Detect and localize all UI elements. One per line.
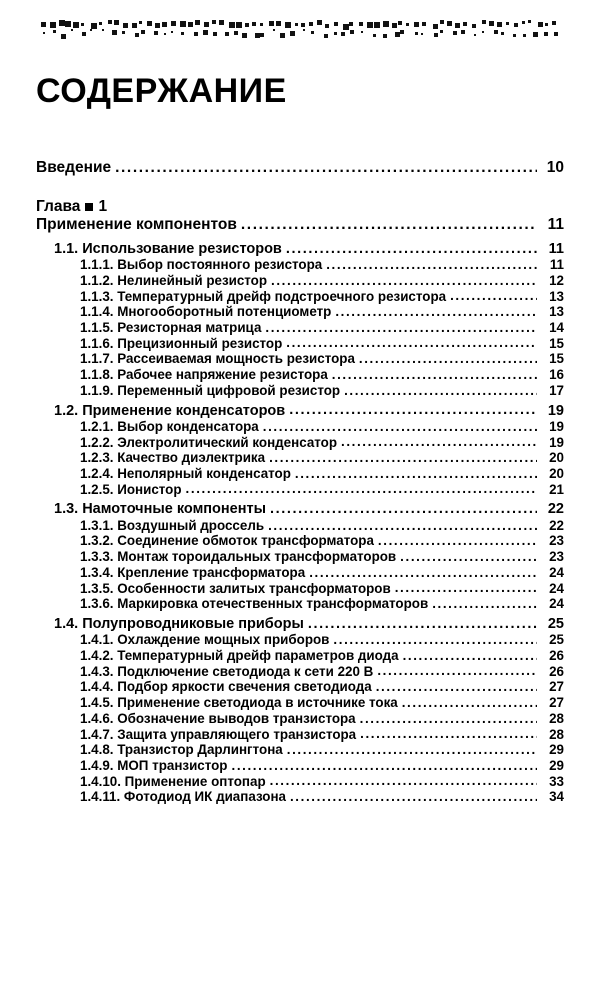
leader-dots <box>395 582 537 595</box>
toc-entry-subsection[interactable] <box>36 743 564 757</box>
toc-entry-label: 1.2. Применение конденсаторов <box>54 402 286 419</box>
toc-entry-page: 25 <box>549 632 564 648</box>
toc-entry-page: 22 <box>547 501 564 518</box>
toc-entry-subsection[interactable] <box>36 321 564 335</box>
square-bullet-icon <box>85 203 93 211</box>
toc-entry-subsection[interactable] <box>36 258 564 272</box>
toc-entry-label: 1.4.6. Обозначение выводов транзистора <box>80 710 356 726</box>
leader-dots <box>286 243 537 258</box>
square-band-ornament <box>40 18 560 40</box>
leader-dots <box>268 520 537 533</box>
leader-dots <box>402 697 537 710</box>
toc-entry-label: 1.4.11. Фотодиод ИК диапазона <box>80 789 286 805</box>
toc-entry-subsection[interactable] <box>36 790 564 804</box>
toc-entry-page: 20 <box>549 450 564 466</box>
leader-dots <box>332 369 537 382</box>
leader-dots <box>308 618 537 633</box>
toc-entry-page: 20 <box>549 466 564 481</box>
toc-entry-subsection[interactable] <box>36 274 564 288</box>
toc-entry-subsection[interactable] <box>36 384 564 398</box>
toc-entry-page: 29 <box>549 742 564 758</box>
toc-entry-subsection[interactable] <box>36 582 564 596</box>
toc-entry-subsection[interactable] <box>36 775 564 789</box>
toc-entry-label: 1.2.4. Неполярный конденсатор <box>80 466 291 481</box>
toc-entry-section[interactable] <box>36 242 564 257</box>
toc-entry-section[interactable] <box>36 404 564 419</box>
toc-entry-page: 17 <box>549 382 564 398</box>
toc-entry-label: 1.1.8. Рабочее напряжение резистора <box>80 367 328 383</box>
toc-entry-subsection[interactable] <box>36 759 564 773</box>
toc-entry-subsection[interactable] <box>36 665 564 679</box>
toc-entry-subsection[interactable] <box>36 680 564 694</box>
leader-dots <box>378 535 537 548</box>
toc-entry-label: 1.4.9. МОП транзистор <box>80 757 228 773</box>
leader-dots <box>432 598 537 611</box>
leader-dots <box>232 760 538 773</box>
toc-entry-label: 1.4.5. Применение светодиода в источнике тока <box>80 695 398 711</box>
toc-entry-page: 25 <box>547 615 564 632</box>
toc-entry-page: 34 <box>549 789 564 805</box>
leader-dots <box>289 404 537 419</box>
leader-dots <box>286 338 537 351</box>
toc-entry-introduction[interactable] <box>36 160 564 176</box>
toc-entry-label: 1.3. Намоточные компоненты <box>54 501 266 518</box>
leader-dots <box>263 421 537 434</box>
toc-entry-label: 1.2.3. Качество диэлектрика <box>80 450 266 466</box>
toc-entry-subsection[interactable] <box>36 368 564 382</box>
toc-entry-subsection[interactable] <box>36 352 564 366</box>
toc-entry-page: 19 <box>547 402 564 419</box>
leader-dots <box>360 713 537 726</box>
toc-entry-label: Введение <box>36 159 112 176</box>
toc-entry-page: 13 <box>549 304 564 320</box>
toc-entry-label: 1.3.3. Монтаж тороидальных трансформаторов <box>80 549 397 565</box>
toc-entry-page: 11 <box>549 257 564 273</box>
toc-entry-page: 24 <box>549 596 564 612</box>
toc-entry-page: 24 <box>549 580 564 596</box>
toc-entry-page: 28 <box>549 726 564 742</box>
toc-entry-page: 14 <box>549 320 564 336</box>
toc-entry-page: 26 <box>549 663 564 679</box>
toc-entry-page: 29 <box>549 757 564 773</box>
toc-entry-page: 26 <box>549 648 564 664</box>
leader-dots <box>271 275 537 288</box>
toc-entry-page: 19 <box>549 418 564 434</box>
toc-entry-page: 10 <box>546 159 564 176</box>
toc-entry-label: 1.4.4. Подбор яркости свечения светодиода <box>80 679 372 695</box>
toc-entry-page: 21 <box>549 481 564 497</box>
leader-dots <box>290 791 537 804</box>
leader-dots <box>269 452 537 465</box>
toc-entry-label: 1.1. Использование резисторов <box>54 240 282 257</box>
toc-entry-page: 33 <box>549 773 564 789</box>
toc-entry-label: 1.1.3. Температурный дрейф подстроечного резистора <box>80 288 447 304</box>
toc-entry-label: 1.3.2. Соединение обмоток трансформатора <box>80 533 374 549</box>
toc-entry-label: Применение компонентов <box>36 216 237 234</box>
leader-dots <box>270 775 537 788</box>
toc-entry-chapter-1[interactable] <box>36 217 564 233</box>
toc-entry-subsection[interactable] <box>36 467 564 481</box>
toc-entry-subsection[interactable] <box>36 597 564 611</box>
toc-entry-label: 1.1.1. Выбор постоянного резистора <box>80 257 323 273</box>
toc-chapter-heading <box>36 198 564 216</box>
leader-dots <box>115 161 537 177</box>
toc-entry-page: 23 <box>549 549 564 565</box>
leader-dots <box>377 666 537 679</box>
leader-dots <box>270 503 537 518</box>
leader-dots <box>344 385 537 398</box>
toc-entry-label: 1.3.5. Особенности залитых трансформаторов <box>80 580 391 596</box>
toc-entry-page: 27 <box>549 695 564 711</box>
toc-entry-subsection[interactable] <box>36 337 564 351</box>
toc-entry-label: 1.3.4. Крепление трансформатора <box>80 564 306 580</box>
toc-entry-page: 13 <box>549 288 564 304</box>
chapter-word: Глава <box>36 198 81 216</box>
toc-entry-label: 1.2.2. Электролитический конденсатор <box>80 434 338 450</box>
toc-entry-page: 28 <box>549 710 564 726</box>
toc-entry-subsection[interactable] <box>36 633 564 647</box>
toc-entry-subsection[interactable] <box>36 451 564 465</box>
page-title: СОДЕРЖАНИЕ <box>36 72 287 110</box>
toc-entry-subsection[interactable] <box>36 566 564 580</box>
toc-entry-page: 23 <box>549 533 564 549</box>
toc-entry-subsection[interactable] <box>36 728 564 742</box>
leader-dots <box>400 551 537 564</box>
toc-entry-label: 1.1.2. Нелинейный резистор <box>80 272 268 288</box>
leader-dots <box>335 306 537 319</box>
toc-entry-subsection[interactable] <box>36 483 564 497</box>
toc-entry-section[interactable] <box>36 502 564 517</box>
toc-entry-label: 1.2.1. Выбор конденсатора <box>80 418 259 434</box>
chapter-number: 1 <box>98 198 108 216</box>
toc-entry-page: 27 <box>549 679 564 695</box>
toc-entry-label: 1.3.6. Маркировка отечественных трансформаторов <box>80 596 429 612</box>
leader-dots <box>265 322 537 335</box>
toc-entry-label: 1.3.1. Воздушный дроссель <box>80 517 265 533</box>
toc-entry-label: 1.1.9. Переменный цифровой резистор <box>80 382 341 398</box>
toc-entry-label: 1.4.3. Подключение светодиода к сети 220 В <box>80 663 374 679</box>
leader-dots <box>360 728 537 741</box>
leader-dots <box>376 681 537 694</box>
toc-entry-subsection[interactable] <box>36 534 564 548</box>
toc-entry-label: 1.4. Полупроводниковые приборы <box>54 615 304 632</box>
leader-dots <box>241 218 537 234</box>
toc-entry-subsection[interactable] <box>36 550 564 564</box>
toc-entry-section[interactable] <box>36 617 564 632</box>
leader-dots <box>287 744 537 757</box>
toc-entry-label: 1.2.5. Ионистор <box>80 481 182 497</box>
toc-entry-page: 24 <box>549 564 564 580</box>
toc-entry-label: 1.4.10. Применение оптопар <box>80 773 266 789</box>
toc-entry-page: 22 <box>549 517 564 533</box>
toc-entry-page: 19 <box>549 434 564 450</box>
toc-entry-page: 11 <box>548 240 564 257</box>
toc-entry-page: 16 <box>549 367 564 383</box>
leader-dots <box>326 259 537 272</box>
toc-entry-label: 1.1.7. Рассеиваемая мощность резистора <box>80 351 355 367</box>
table-of-contents <box>36 160 564 806</box>
toc-entry-page: 15 <box>549 351 564 367</box>
toc-entry-subsection[interactable] <box>36 712 564 726</box>
leader-dots <box>333 634 537 647</box>
leader-dots <box>359 353 537 366</box>
toc-entry-subsection[interactable] <box>36 519 564 533</box>
leader-dots <box>309 567 537 580</box>
toc-entry-subsection[interactable] <box>36 420 564 434</box>
toc-entry-subsection[interactable] <box>36 305 564 319</box>
toc-entry-label: 1.1.6. Прецизионный резистор <box>80 335 283 351</box>
leader-dots <box>295 468 537 481</box>
leader-dots <box>450 290 537 303</box>
toc-entry-label: 1.4.8. Транзистор Дарлингтона <box>80 742 283 758</box>
leader-dots <box>403 650 537 663</box>
toc-entry-label: 1.1.5. Резисторная матрица <box>80 320 262 336</box>
toc-entry-label: 1.1.4. Многооборотный потенциометр <box>80 304 332 320</box>
toc-entry-page: 11 <box>547 216 564 234</box>
toc-entry-subsection[interactable] <box>36 696 564 710</box>
toc-entry-page: 12 <box>549 272 564 288</box>
toc-entry-subsection[interactable] <box>36 436 564 450</box>
toc-entry-label: 1.4.1. Охлаждение мощных приборов <box>80 632 330 648</box>
toc-entry-subsection[interactable] <box>36 649 564 663</box>
toc-entry-label: 1.4.7. Защита управляющего транзистора <box>80 726 357 742</box>
toc-entry-page: 15 <box>549 335 564 351</box>
toc-entry-subsection[interactable] <box>36 290 564 304</box>
toc-entry-label: 1.4.2. Температурный дрейф параметров диода <box>80 648 399 664</box>
leader-dots <box>186 484 537 497</box>
leader-dots <box>341 436 537 449</box>
